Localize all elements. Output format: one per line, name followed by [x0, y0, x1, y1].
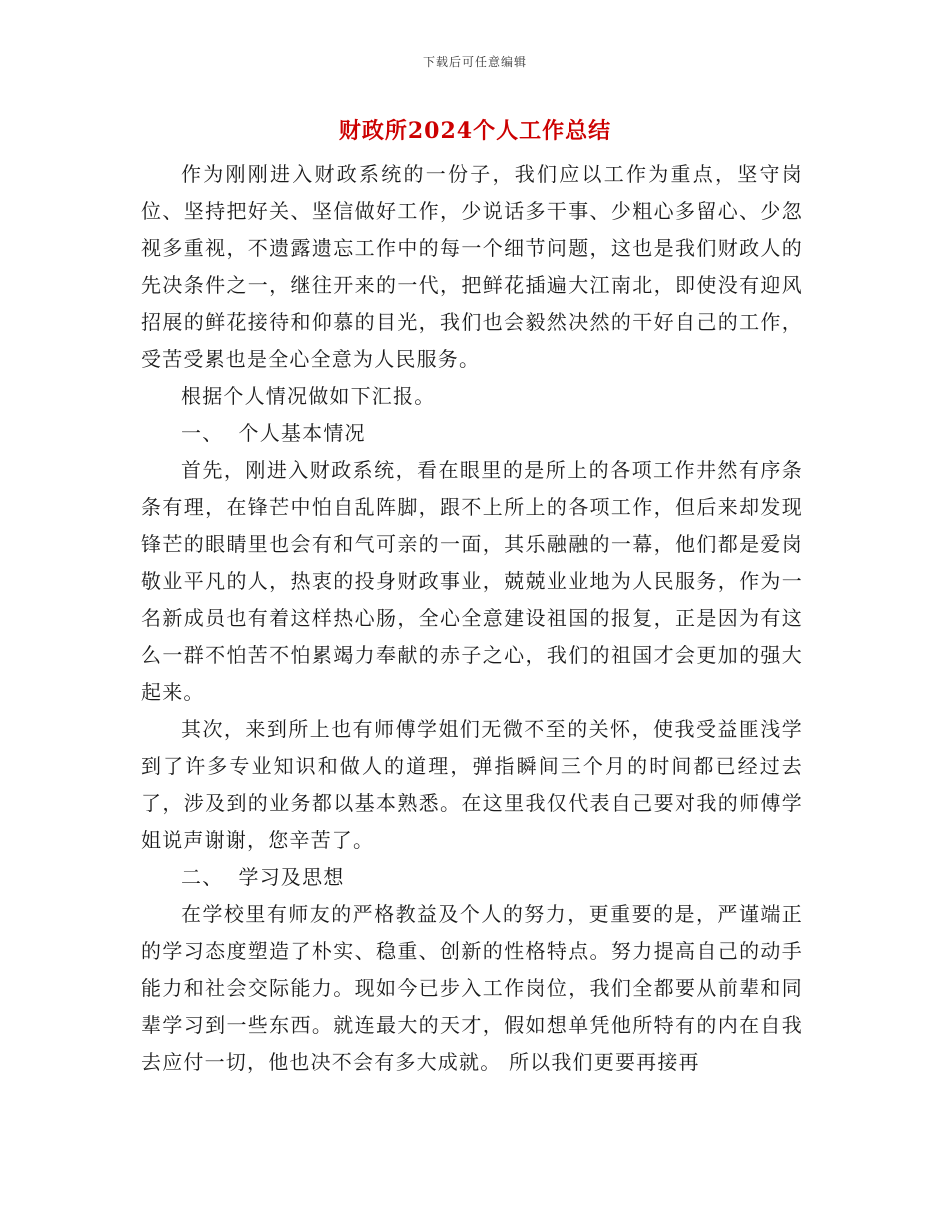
document-body: [141, 156, 803, 1081]
paragraph-first: 首先，刚进入财政系统，看在眼里的是所上的各项工作井然有序条条有理，在锋芒中怕自乱阵脚，跟不上所上的各项工作，但后来却发现锋芒的眼睛里也会有和气可亲的一面，其乐融融的一幕，他们都是爱岗敬业平凡的人，热衷的投身财政事业，兢兢业业地为人民服务，作为一名新成员也有着这样热心肠，全心全意建设祖国的报复，正是因为有这么一群不怕苦不怕累竭力奉献的赤子之心，我们的祖国才会更加的强大起来。: [141, 458, 803, 704]
paragraph-report-lead: 根据个人情况做如下汇报。: [181, 384, 436, 408]
paragraph-second: 其次，来到所上也有师傅学姐们无微不至的关怀，使我受益匪浅学到了许多专业知识和做人的道理，弹指瞬间三个月的时间都已经过去了，涉及到的业务都以基本熟悉。在这里我仅代表自己要对我的师傅学姐说声谢谢，您辛苦了。: [141, 717, 803, 852]
section-heading-study: 二、 学习及思想: [181, 865, 345, 889]
paragraph-intro: 作为刚刚进入财政系统的一份子，我们应以工作为重点，坚守岗位、坚持把好关、坚信做好工作，少说话多干事、少粗心多留心、少忽视多重视，不遗露遗忘工作中的每一个细节问题，这也是我们财政人的先决条件之一，继往开来的一代，把鲜花插遍大江南北，即使没有迎风招展的鲜花接待和仰慕的目光，我们也会毅然决然的干好自己的工作，受苦受累也是全心全意为人民服务。: [141, 162, 803, 371]
header-note: 下载后可任意编辑: [422, 55, 527, 69]
document-title: 财政所2024个人工作总结: [338, 118, 612, 144]
section-heading-basic-info: 一、 个人基本情况: [181, 421, 366, 445]
paragraph-study: 在学校里有师友的严格教益及个人的努力，更重要的是，严谨端正的学习态度塑造了朴实、稳重、创新的性格特点。努力提高自己的动手能力和社会交际能力。现如今已步入工作岗位，我们全都要从前辈和同辈学习到一些东西。就连最大的天才，假如想单凭他所特有的内在自我去应付一切，他也决不会有多大成就。 所以我们更要再接再: [141, 902, 803, 1074]
